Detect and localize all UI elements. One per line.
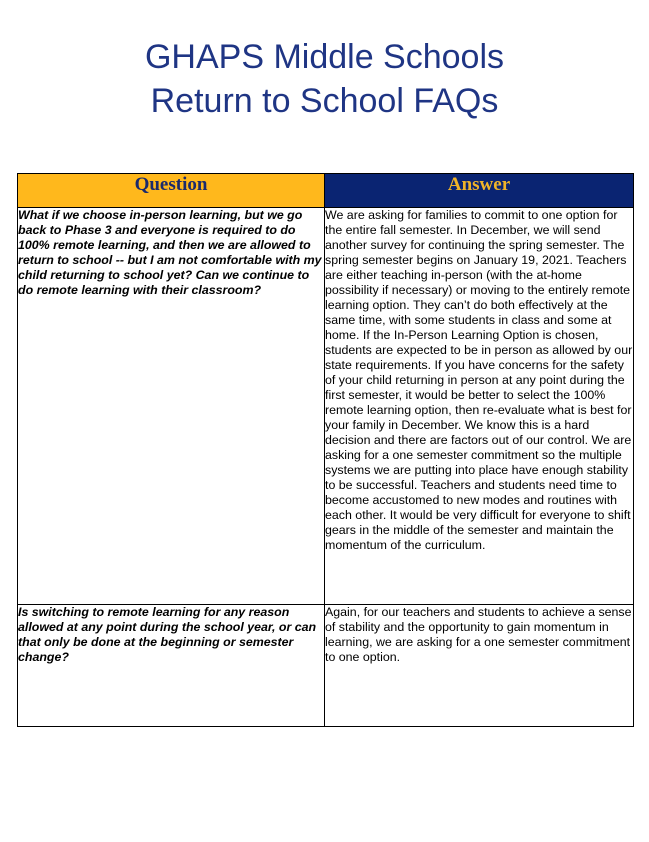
table-row bbox=[18, 208, 634, 605]
answer-column-header: Answer bbox=[325, 174, 634, 208]
question-cell: Is switching to remote learning for any reason allowed at any point during the school year, or can that only be done at the beginning or semester change? bbox=[18, 605, 325, 727]
answer-cell: Again, for our teachers and students to achieve a sense of stability and the opportunity to gain momentum in learning, we are asking for a one semester commitment to one option. bbox=[325, 605, 634, 727]
title-line-1: GHAPS Middle Schools bbox=[144, 38, 505, 76]
question-cell: What if we choose in-person learning, but we go back to Phase 3 and everyone is required to do 100% remote learning, and then we are allowed to return to school -- but I am not comfortable with my child returning to school yet? Can we continue to do remote learning with their classroom? bbox=[18, 208, 325, 605]
table-row bbox=[18, 605, 634, 727]
answer-cell: We are asking for families to commit to one option for the entire fall semester. In December, we will send another survey for continuing the spring semester. The spring semester begins on January 19, 2021. Teachers are either teaching in-person (with the at-home possibility if necessary) or moving to the entirely remote learning option. They can’t do both effectively at the same time, with some students in class and some at home. If the In-Person Learning Option is chosen, students are expected to be in person as allowed by our state requirements. If you have concerns for the safety of your child returning in person at any point during the first semester, it would be better to select the 100% remote learning option, then re-evaluate what is best for your family in December. We know this is a hard decision and there are factors out of our control. We are asking for a one semester commitment so the multiple systems we are putting into place have enough stability to be successful. Teachers and students need time to become accustomed to new modes and routines with each other. It would be very difficult for everyone to shift gears in the middle of the semester and maintain the momentum of the curriculum. bbox=[325, 208, 634, 605]
title-line-2: Return to School FAQs bbox=[150, 82, 499, 120]
question-column-header: Question bbox=[18, 174, 325, 208]
table-header-row bbox=[18, 174, 634, 208]
page-title bbox=[0, 35, 649, 123]
faq-table bbox=[17, 173, 634, 727]
